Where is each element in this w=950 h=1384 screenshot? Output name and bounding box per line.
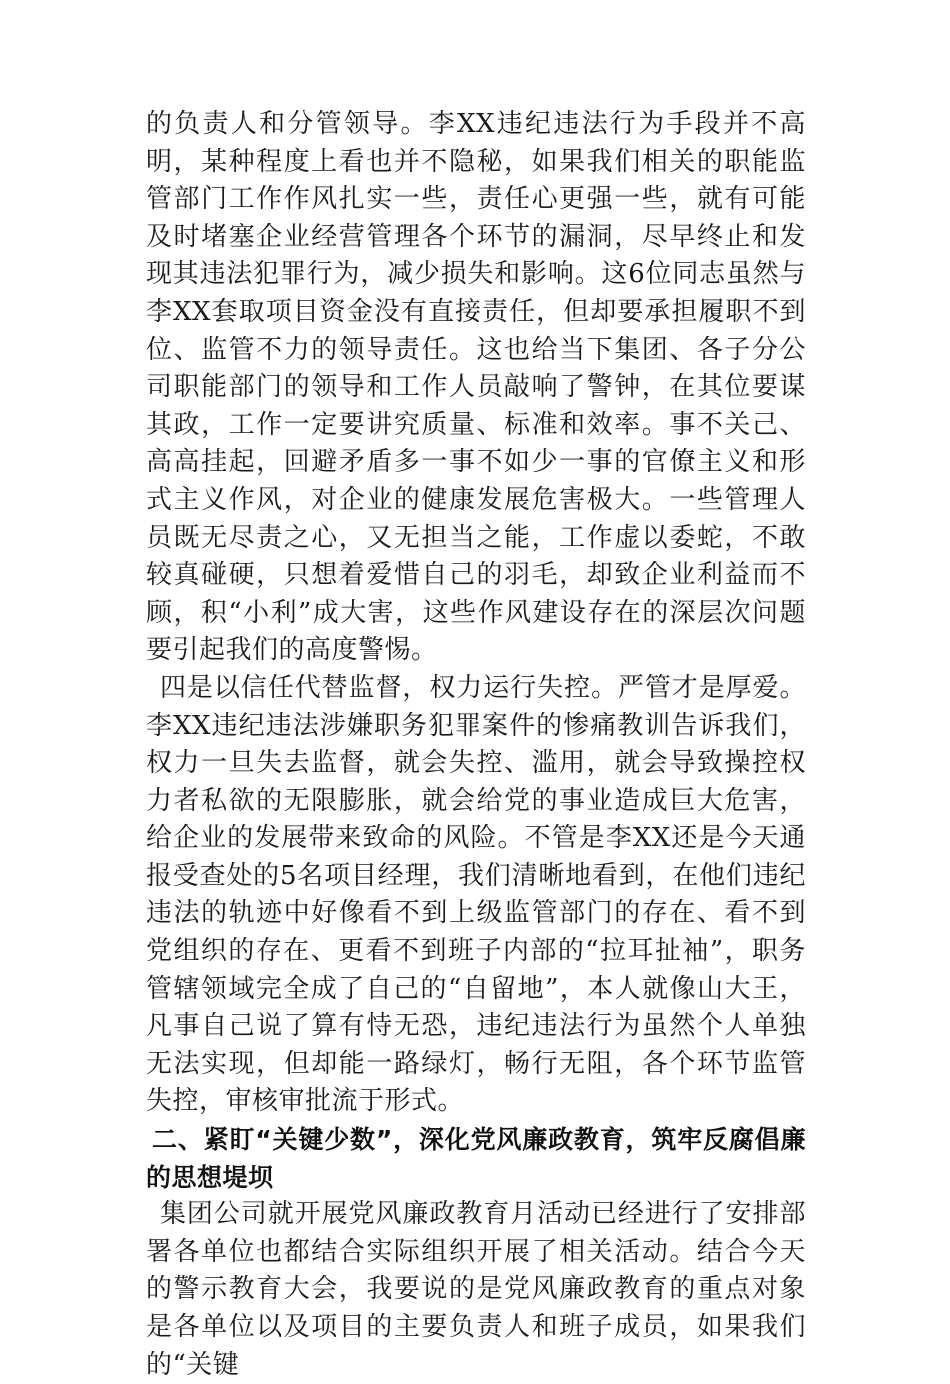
paragraph-responsibility: 的负责人和分管领导。李XX违纪违法行为手段并不高明，某种程度上看也并不隐秘，如果我们相关的职能监管部门工作作风扎实一些，责任心更强一些，就有可能及时堵塞企业经营管理各个环节的漏洞，尽早终止和发现其违法犯罪行为，减少损失和影响。这6位同志虽然与李XX套取项目资金没有直接责任，但却要承担履职不到位、监管不力的领导责任。这也给当下集团、各子分公司职能部门的领导和工作人员敲响了警钟，在其位要谋其政，工作一定要讲究质量、标准和效率。事不关己、高高挂起，回避矛盾多一事不如少一事的官僚主义和形式主义作风，对企业的健康发展危害极大。一些管理人员既无尽责之心，又无担当之能，工作虚以委蛇，不敢较真碰硬，只想着爱惜自己的羽毛，却致企业利益而不顾，积“小利”成大害，这些作风建设存在的深层次问题要引起我们的高度警惕。: [146, 109, 806, 666]
document-body: [146, 106, 806, 1384]
section-heading-two: 二、紧盯“关键少数”，深化党风廉政教育，筑牢反腐倡廉的思想堤坝: [146, 1125, 806, 1192]
paragraph-point-four: 四是以信任代替监督，权力运行失控。严管才是厚爱。李XX违纪违法涉嫌职务犯罪案件的惨痛教训告诉我们，权力一旦失去监督，就会失控、滥用，就会导致操控权力者私欲的无限膨胀，就会给党的事业造成巨大危害，给企业的发展带来致命的风险。不管是李XX还是今天通报受查处的5名项目经理，我们清晰地看到，在他们违纪违法的轨迹中好像看不到上级监管部门的存在、看不到党组织的存在、更看不到班子内部的“拉耳扯袖”，职务管辖领域完全成了自己的“自留地”，本人就像山大王，凡事自己说了算有恃无恐，违纪违法行为虽然个人单独无法实现，但却能一路绿灯，畅行无阻，各个环节监管失控，审核审批流于形式。: [146, 672, 806, 1117]
paragraph-education-month: 集团公司就开展党风廉政教育月活动已经进行了安排部署各单位也都结合实际组织开展了相关活动。结合今天的警示教育大会，我要说的是党风廉政教育的重点对象是各单位以及项目的主要负责人和班子成员，如果我们的“关键: [146, 1199, 806, 1380]
